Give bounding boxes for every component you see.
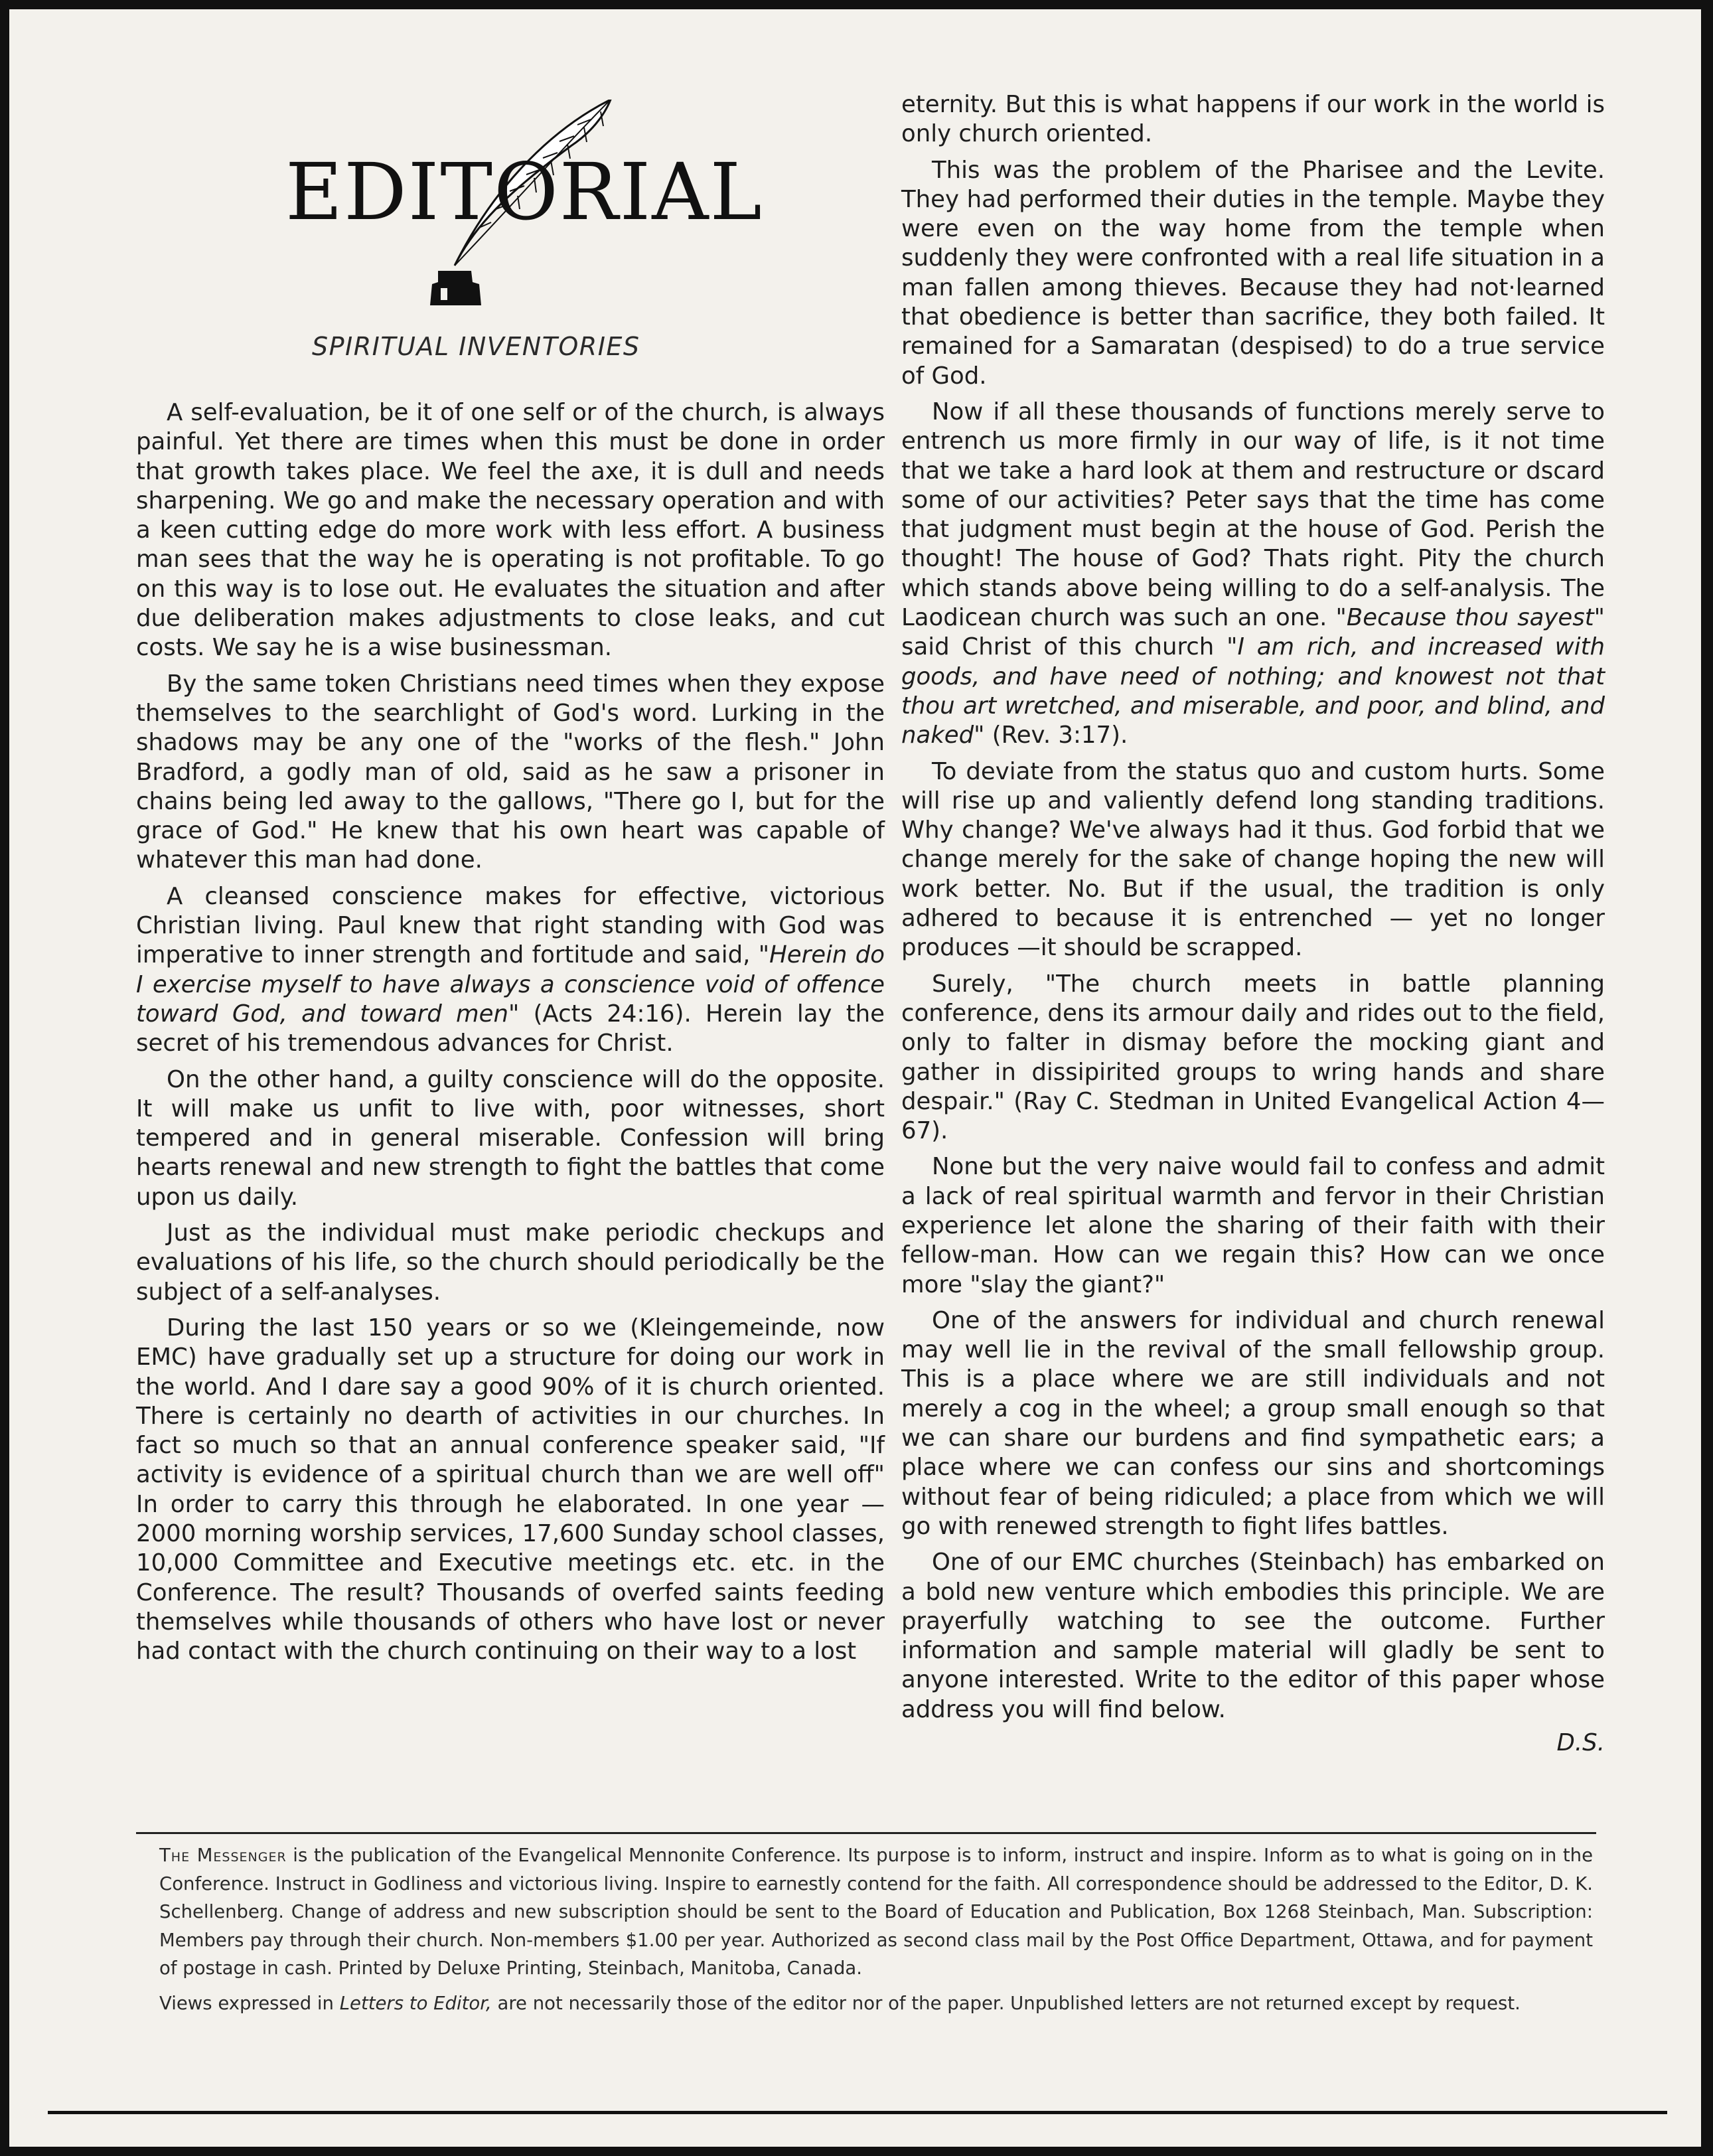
letters-to-editor: Letters to Editor, [339, 1992, 492, 2014]
paragraph: One of the answers for individual and church renewal may well lie in the revival of the small fellowship group. This is a place where we are still individuals and not merely a cog in the wheel; a group small enough so that we can share our burdens and find sympathetic ears; a place where we can confess our sins and shortcomings without fear of being ridiculed; a place from which we will go with renewed strength to fight lifes battles. [901, 1306, 1605, 1540]
signature: D.S. [1556, 1729, 1605, 1757]
paragraph [901, 398, 1605, 751]
views-disclaimer [159, 1989, 1593, 2018]
paragraph: Surely, "The church meets in battle planning conference, dens its armour daily and rides out to the field, only to falter in dismay before the mocking giant and gather in dissipirited groups to wring hands and share despair." (Ray C. Stedman in United Evangelical Action 4—67). [901, 970, 1605, 1145]
bottom-divider [48, 2111, 1667, 2114]
disclaimer-text: Views expressed in [159, 1992, 340, 2014]
paragraph: During the last 150 years or so we (Kleingemeinde, now EMC) have gradually set up a structure for doing our work in the world. And I dare say a good 90% of it is church oriented. There is certainly no dearth of activities in our churches. In fact so much so that an annual conference speaker said, "If activity is evidence of a spiritual church than we are well off" In order to carry this through he elaborated. In one year — 2000 morning worship services, 17,600 Sunday school classes, 10,000 Committee and Executive meetings etc. etc. in the Conference. The result? Thousands of overfed saints feeding themselves while thousands of others who have lost or never had contact with the church continuing on their way to a lost [136, 1314, 885, 1665]
paragraph-text: Now if all these thousands of functions merely serve to entrench us more firmly in our way of life, is it not time that we take a hard look at them and restructure or dscard some of our activities? Peter says that the time has come that judgment must begin at the house of God. Perish the thought! The house of God? Thats right. Pity the church which stands above being willing to do a self-analysis. The Laodicean church was such an one. [901, 398, 1605, 632]
masthead-notice [159, 1841, 1593, 1983]
paragraph: To deviate from the status quo and custom hurts. Some will rise up and valiently defend long standing traditions. Why change? We've always had it thus. God forbid that we change merely for the sake of change hoping the new will work better. No. But if the usual, the tradition is only adhered to because it is entrenched — yet no longer produces —it should be scrapped. [901, 757, 1605, 962]
footer-divider [136, 1832, 1596, 1834]
editorial-logo-text: EDITORIAL [285, 146, 763, 238]
left-column [136, 398, 885, 1673]
disclaimer-text: are not necessarily those of the editor nor of the paper. Unpublished letters are not returned except by request. [491, 1992, 1521, 2014]
publication-name: The Messenger [159, 1845, 287, 1866]
paragraph-text: said Christ of this church [901, 633, 1227, 661]
right-column [901, 90, 1605, 1758]
paragraph-text: (Acts 24:16). Herein lay the secret of his tremendous advances for Christ. [136, 1000, 885, 1057]
paragraph: One of our EMC churches (Steinbach) has embarked on a bold new venture which embodies this principle. We are prayerfully watching to see the outcome. Further information and sample material will gladly be sent to anyone interested. Write to the editor of this paper whose address you will find below. [901, 1549, 1605, 1723]
scripture-quote: "I am rich, and increased with goods, and have need of nothing; and knowest not that thou art wretched, and miserable, and poor, and blind, and naked" [901, 633, 1605, 749]
editorial-logo [279, 100, 763, 312]
paragraph-text: (Rev. 3:17). [984, 722, 1128, 749]
paragraph: By the same token Christians need times when they expose themselves to the searchlight of God's word. Lurking in the shadows may be any one of the "works of the flesh." John Bradford, a godly man of old, said as he saw a prisoner in chains being led away to the gallows, "There go I, but for the grace of God." He knew that his own heart was capable of whatever this man had done. [136, 670, 885, 874]
paragraph: None but the very naive would fail to confess and admit a lack of real spiritual warmth and fervor in their Christian experience let alone the sharing of their faith with their fellow-man. How can we regain this? How can we once more "slay the giant?" [901, 1153, 1605, 1298]
paragraph: On the other hand, a guilty conscience will do the opposite. It will make us unfit to live with, poor witnesses, short tempered and in general miserable. Confession will bring hearts renewal and new strength to fight the battles that come upon us daily. [136, 1065, 885, 1211]
publication-footer [159, 1841, 1593, 2017]
paragraph: This was the problem of the Pharisee and the Levite. They had performed their duties in the temple. Maybe they were even on the way home from the temple when suddenly they were confronted with a real life situation in a man fallen among thieves. Because they had not·learned that obedience is better than sacrifice, they both failed. It remained for a Samaratan (despised) to do a true service of God. [901, 156, 1605, 390]
article-title: SPIRITUAL INVENTORIES [312, 332, 640, 361]
paragraph: Just as the individual must make periodic checkups and evaluations of his life, so the church should periodically be the subject of a self-analyses. [136, 1219, 885, 1306]
paragraph: A self-evaluation, be it of one self or of the church, is always painful. Yet there are times when this must be done in order that growth takes place. We feel the axe, it is dull and needs sharpening. We go and make the necessary operation and with a keen cutting edge do more work with less effort. A business man sees that the way he is operating is not profitable. To go on this way is to lose out. He evaluates the situation and after due deliberation makes adjustments to close leaks, and cut costs. We say he is a wise businessman. [136, 399, 885, 662]
scripture-quote: "Herein do I exercise myself to have always a conscience void of offence toward God, and toward men" [136, 941, 885, 1028]
masthead-text: is the publication of the Evangelical Mennonite Conference. Its purpose is to inform, instruct and inspire. Inform as to what is going on in the Conference. Instruct in Godliness and victorious living. Inspire to earnestly contend for the faith. All correspondence should be addressed to the Editor, D. K. Schellenberg. Change of address and new subscription should be sent to the Board of Education and Publication, Box 1268 Steinbach, Man. Subscription: Members pay through their church. Non-members $1.00 per year. Authorized as second class mail by the Post Office Department, Ottawa, and for payment of postage in cash. Printed by Deluxe Printing, Steinbach, Manitoba, Canada. [159, 1845, 1593, 1979]
paragraph-text: A cleansed conscience makes for effective, victorious Christian living. Paul knew that right standing with God was imperative to inner strength and fortitude and said, [136, 882, 885, 969]
paragraph: eternity. But this is what happens if our work in the world is only church oriented. [901, 91, 1605, 148]
paragraph [136, 882, 885, 1059]
scripture-quote: "Because thou sayest" [1335, 604, 1605, 632]
